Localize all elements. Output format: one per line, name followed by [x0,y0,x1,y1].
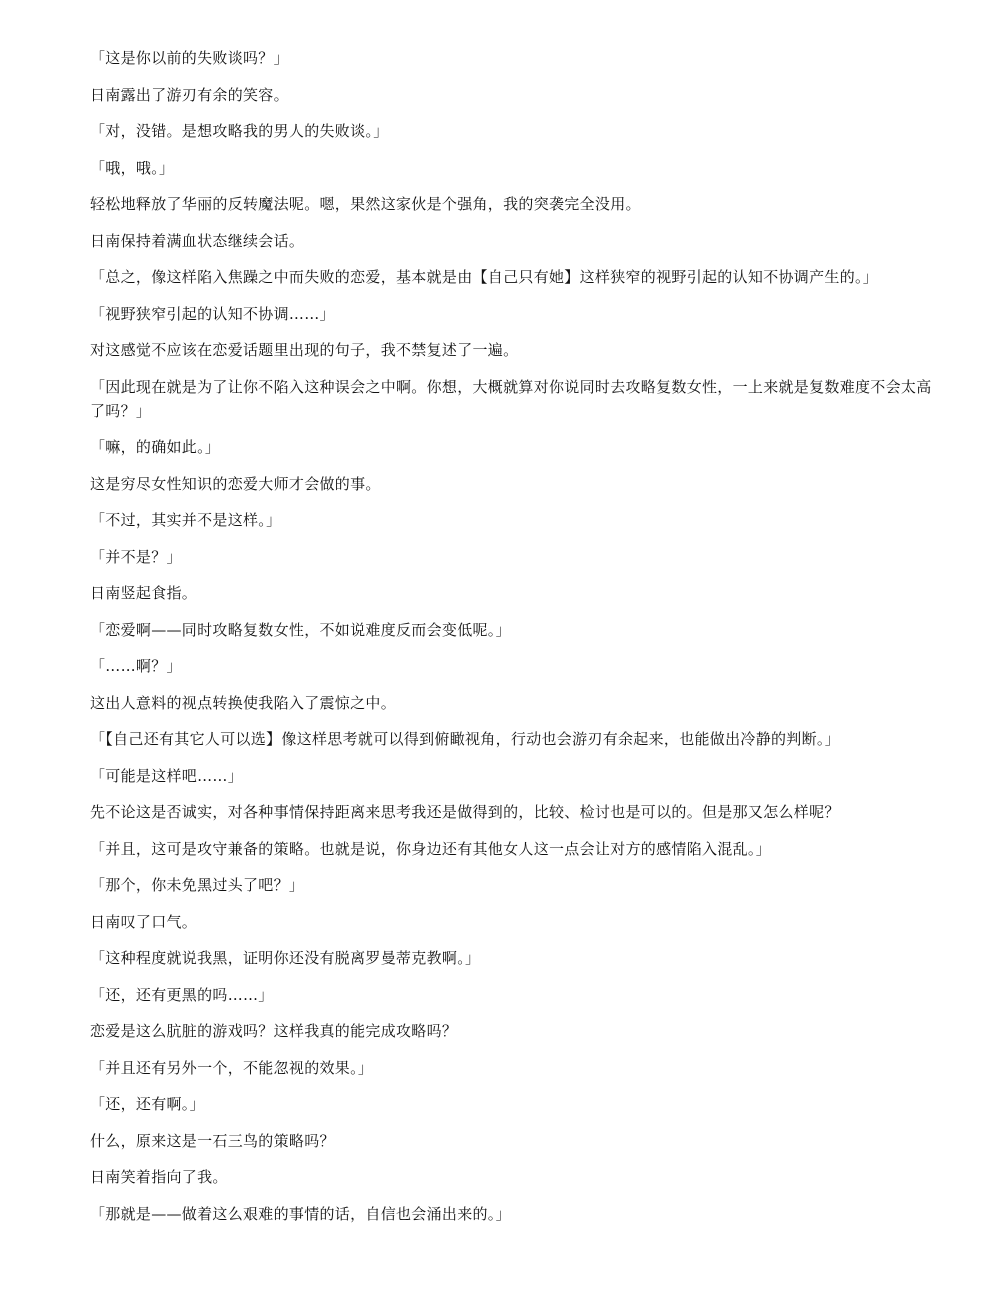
paragraph: 「【自己还有其它人可以选】像这样思考就可以得到俯瞰视角，行动也会游刃有余起来，也能做出冷静的判断。」 [90,730,841,748]
paragraph: 「那就是——做着这么艰难的事情的话，自信也会涌出来的。」 [90,1204,511,1223]
paragraph: 「并且，这可是攻守兼备的策略。也就是说，你身边还有其他女人这一点会让对方的感情陷入混乱。」 [90,839,772,858]
paragraph: 日南保持着满血状态继续会话。 [90,231,305,250]
paragraph: 对这感觉不应该在恋爱话题里出现的句子，我不禁复述了一遍。 [90,341,519,359]
paragraph: 恋爱是这么肮脏的游戏吗？这样我真的能完成攻略吗？ [90,1022,458,1040]
paragraph: 「恋爱啊——同时攻略复数女性，不如说难度反而会变低呢。」 [90,620,511,639]
paragraph: 轻松地释放了华丽的反转魔法呢。嗯，果然这家伙是个强角，我的突袭完全没用。 [90,195,641,213]
paragraph: 这出人意料的视点转换使我陷入了震惊之中。 [90,693,397,712]
paragraph: 「哦，哦。」 [90,158,175,177]
paragraph: 这是穷尽女性知识的恋爱大师才会做的事。 [90,474,381,493]
paragraph: 「视野狭窄引起的认知不协调……」 [90,304,335,323]
paragraph: 日南竖起食指。 [90,584,198,602]
paragraph: 「因此现在就是为了让你不陷入这种误会之中啊。你想，大概就算对你说同时去攻略复数女性，一上来就是复数难度不会太高了吗？」 [90,377,932,420]
paragraph: 日南笑着指向了我。 [90,1168,228,1186]
paragraph: 「……啊？」 [90,657,182,675]
paragraph: 先不论这是否诚实，对各种事情保持距离来思考我还是做得到的，比较、检讨也是可以的。但是那又怎么样呢？ [90,803,840,821]
paragraph: 「可能是这样吧……」 [90,766,244,785]
paragraph: 「还，还有啊。」 [90,1095,205,1113]
paragraph: 「对，没错。是想攻略我的男人的失败谈。」 [90,122,389,140]
paragraph: 日南露出了游刃有余的笑容。 [90,85,289,104]
paragraph: 什么，原来这是一石三鸟的策略吗？ [90,1131,335,1150]
paragraph: 「总之，像这样陷入焦躁之中而失败的恋爱，基本就是由【自己只有她】这样狭窄的视野引起的认知不协调产生的。」 [90,268,879,286]
paragraph: 「还，还有更黑的吗……」 [90,985,274,1004]
paragraph: 日南叹了口气。 [90,912,198,931]
paragraph: 「并不是？」 [90,547,182,566]
paragraph: 「这种程度就说我黑，证明你还没有脱离罗曼蒂克教啊。」 [90,949,481,967]
paragraph: 「嘛，的确如此。」 [90,438,221,456]
paragraph: 「这是你以前的失败谈吗？」 [90,49,289,67]
paragraph: 「不过，其实并不是这样。」 [90,511,282,529]
paragraph: 「那个，你未免黑过头了吧？」 [90,876,305,894]
paragraph: 「并且还有另外一个，不能忽视的效果。」 [90,1058,374,1077]
